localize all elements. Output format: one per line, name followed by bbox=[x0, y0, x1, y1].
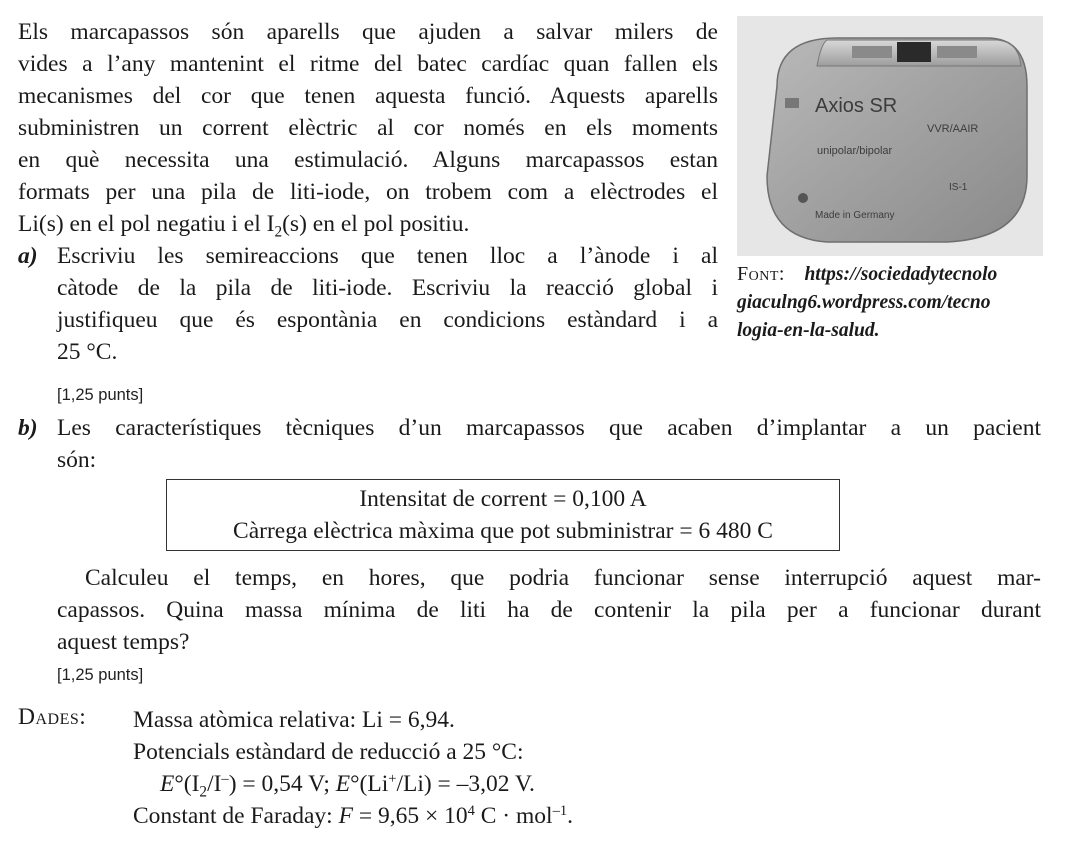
device-port-text: IS-1 bbox=[949, 182, 968, 193]
question-b-label: b) bbox=[18, 415, 38, 441]
caption-url-line: https://sociedadytecnolo bbox=[804, 264, 998, 285]
device-mode-text: VVR/AAIR bbox=[927, 123, 979, 135]
dades-potentials-title: Potencials estàndard de reducció a 25 °C: bbox=[133, 739, 524, 765]
pacemaker-illustration bbox=[737, 16, 1043, 256]
question-a-line: Escriviu les semireaccions que tenen lloc a l’ànode i al bbox=[57, 243, 718, 269]
question-a-line: 25 °C. bbox=[57, 339, 118, 365]
question-a-label: a) bbox=[18, 243, 38, 269]
dades-potentials-values: $E^\circ(I_2/I^-) = 0,54$ V; E°(Li+/Li) = –3,02 V. bbox=[160, 771, 535, 801]
question-a-points: [1,25 punts] bbox=[57, 386, 144, 404]
question-b-followup bbox=[57, 562, 1041, 658]
intro-line: vides a l’any mantenint el ritme del batec cardíac quan fallen els bbox=[18, 51, 718, 77]
device-origin-text: Made in Germany bbox=[815, 210, 895, 221]
figure-caption bbox=[737, 260, 1049, 345]
pacemaker-photo bbox=[737, 16, 1043, 256]
caption-label: Font: bbox=[737, 263, 785, 285]
intro-line: mecanismes del cor que tenen aquesta funció. Aquests aparells bbox=[18, 83, 718, 109]
intro-line: en què necessita una estimulació. Alguns marcapassos estan bbox=[18, 147, 718, 173]
device-type-text: unipolar/bipolar bbox=[817, 145, 893, 157]
question-b-line: són: bbox=[57, 447, 97, 473]
device-brand-text: Axios SR bbox=[815, 95, 898, 117]
intro-line: Li(s) en el pol negatiu i el $I_2(s)$ en el pol positiu. bbox=[18, 211, 470, 241]
question-b-follow-line: aquest temps? bbox=[57, 629, 190, 655]
question-b-follow-line: capassos. Quina massa mínima de liti ha de contenir la pila per a funcionar durant bbox=[57, 597, 1041, 623]
device-mark-icon bbox=[798, 193, 808, 203]
dades-mass: Massa atòmica relativa: Li = 6,94. bbox=[133, 707, 455, 733]
question-b-points: [1,25 punts] bbox=[57, 666, 144, 684]
caption-url-line: giaculng6.wordpress.com/tecno bbox=[737, 292, 991, 313]
specs-current: Intensitat de corrent = 0,100 A bbox=[359, 486, 647, 512]
question-a-line: justifiqueu que és espontània en condicions estàndard i a bbox=[57, 307, 718, 333]
intro-line: formats per una pila de liti-iode, on trobem com a elèctrodes el bbox=[18, 179, 718, 205]
question-b-text bbox=[57, 412, 1041, 476]
device-logo-icon bbox=[785, 98, 799, 108]
intro-paragraph bbox=[18, 16, 718, 240]
caption-url-line: logia-en-la-salud. bbox=[737, 320, 880, 341]
specs-charge: Càrrega elèctrica màxima que pot subministrar = 6 480 C bbox=[233, 518, 773, 544]
question-a-text bbox=[57, 240, 718, 368]
dades-faraday: Constant de Faraday: $F = 9,65 \times 10^4$ C · mol$^{-1}$. bbox=[133, 803, 573, 829]
question-b-line: Les característiques tècniques d’un marcapassos que acaben d’implantar a un pacient bbox=[57, 415, 1041, 441]
dades-label: Dades: bbox=[18, 704, 87, 730]
intro-line: Els marcapassos són aparells que ajuden a salvar milers de bbox=[18, 19, 718, 45]
question-a-line: càtode de la pila de liti-iode. Escriviu la reacció global i bbox=[57, 275, 718, 301]
intro-line: subministren un corrent elèctric al cor només en els moments bbox=[18, 115, 718, 141]
question-b-follow-line: Calculeu el temps, en hores, que podria funcionar sense interrupció aquest mar- bbox=[85, 565, 1041, 591]
specs-box bbox=[166, 479, 840, 551]
